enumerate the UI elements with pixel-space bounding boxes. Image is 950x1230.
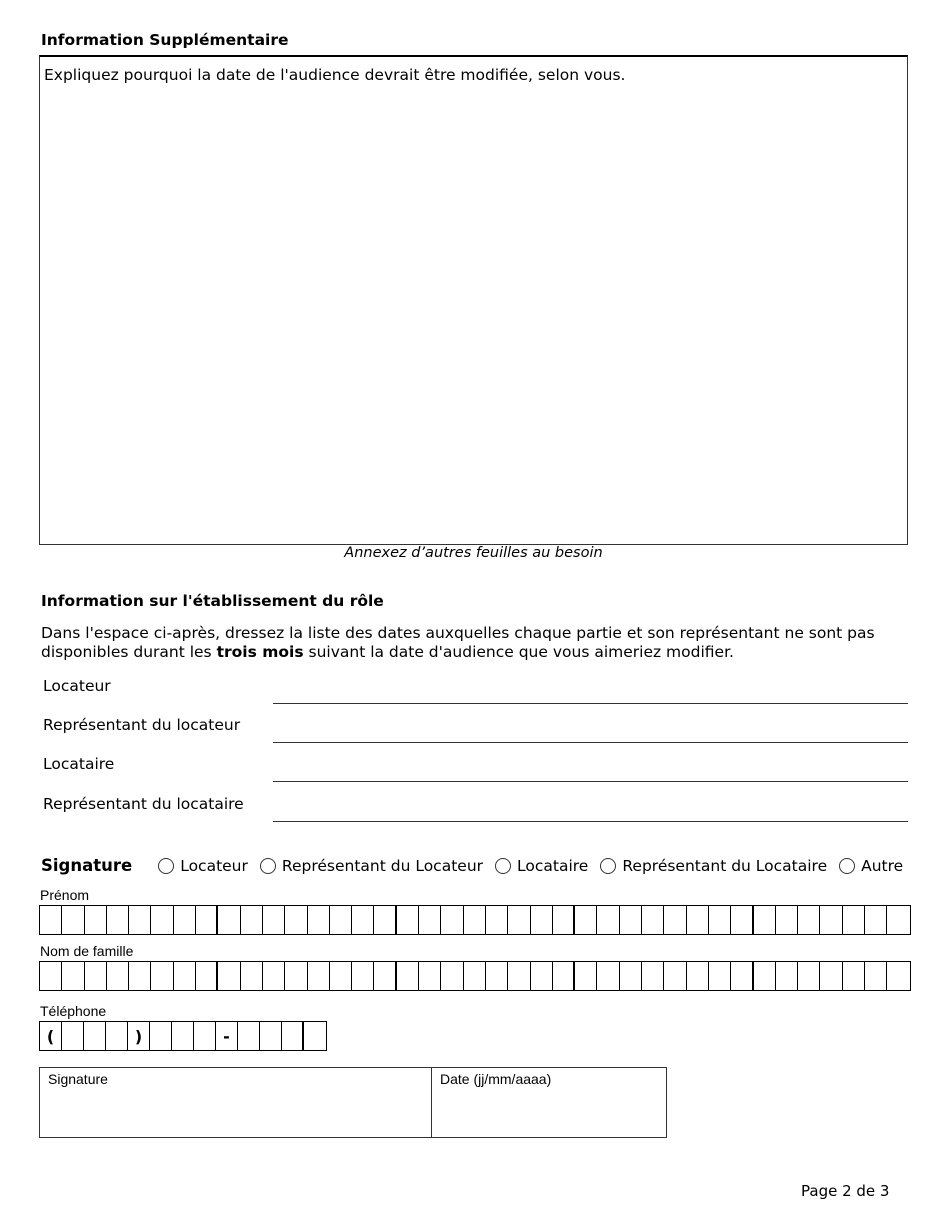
signature-box-label: Signature: [48, 1071, 108, 1087]
phone-digit[interactable]: [282, 1022, 304, 1050]
last-name-char-cell[interactable]: [531, 962, 553, 990]
radio-circle-icon[interactable]: [839, 858, 855, 874]
last-name-char-cell[interactable]: [196, 962, 218, 990]
radio-circle-icon[interactable]: [495, 858, 511, 874]
phone-digit[interactable]: [84, 1022, 106, 1050]
first-name-char-cell[interactable]: [597, 906, 619, 934]
last-name-char-cell[interactable]: [798, 962, 820, 990]
last-name-char-cell[interactable]: [174, 962, 196, 990]
first-name-char-cell[interactable]: [709, 906, 731, 934]
first-name-char-cell[interactable]: [85, 906, 107, 934]
first-name-char-cell[interactable]: [531, 906, 553, 934]
last-name-char-cell[interactable]: [419, 962, 441, 990]
last-name-char-cell[interactable]: [709, 962, 731, 990]
first-name-char-cell[interactable]: [374, 906, 396, 934]
first-name-char-cell[interactable]: [397, 906, 419, 934]
phone-digit[interactable]: [62, 1022, 84, 1050]
first-name-char-cell[interactable]: [129, 906, 151, 934]
radio-autre[interactable]: Autre: [839, 857, 903, 875]
phone-digit[interactable]: [238, 1022, 260, 1050]
first-name-char-cell[interactable]: [241, 906, 263, 934]
last-name-label: Nom de famille: [40, 943, 134, 959]
additional-info-title: Information Supplémentaire: [41, 31, 289, 49]
scheduling-intro: Dans l'espace ci-après, dressez la liste des dates auxquelles chaque partie et son représentant ne sont pas disponibles durant les trois mois suivant la date d'audience que vous aimeriez modifier.: [41, 624, 875, 661]
last-name-char-cell[interactable]: [508, 962, 530, 990]
last-name-char-cell[interactable]: [865, 962, 887, 990]
phone-digit[interactable]: [194, 1022, 216, 1050]
last-name-char-cell[interactable]: [352, 962, 374, 990]
last-name-char-cell[interactable]: [620, 962, 642, 990]
first-name-char-cell[interactable]: [798, 906, 820, 934]
scheduling-title: Information sur l'établissement du rôle: [41, 592, 384, 610]
party-input-representant-locataire[interactable]: [273, 821, 908, 822]
last-name-char-cell[interactable]: [40, 962, 62, 990]
party-label-locateur: Locateur: [43, 677, 111, 695]
first-name-char-cell[interactable]: [575, 906, 597, 934]
signature-date-table: [39, 1067, 667, 1138]
last-name-char-cell[interactable]: [754, 962, 776, 990]
phone-open-paren: (: [40, 1022, 62, 1050]
first-name-char-cell[interactable]: [263, 906, 285, 934]
last-name-char-cell[interactable]: [642, 962, 664, 990]
last-name-char-cell[interactable]: [308, 962, 330, 990]
first-name-char-cell[interactable]: [687, 906, 709, 934]
first-name-char-cell[interactable]: [218, 906, 240, 934]
first-name-char-cell[interactable]: [865, 906, 887, 934]
radio-representant-locateur[interactable]: Représentant du Locateur: [260, 857, 483, 875]
last-name-char-cell[interactable]: [597, 962, 619, 990]
first-name-char-cell[interactable]: [508, 906, 530, 934]
explanation-prompt: Expliquez pourquoi la date de l'audience devrait être modifiée, selon vous.: [44, 66, 626, 84]
first-name-char-cell[interactable]: [62, 906, 84, 934]
first-name-char-cell[interactable]: [731, 906, 753, 934]
last-name-char-cell[interactable]: [731, 962, 753, 990]
signature-title: Signature: [41, 856, 133, 875]
annex-note: Annexez d’autres feuilles au besoin: [344, 545, 603, 561]
first-name-char-cell[interactable]: [642, 906, 664, 934]
radio-circle-icon[interactable]: [260, 858, 276, 874]
first-name-char-cell[interactable]: [776, 906, 798, 934]
last-name-field[interactable]: [39, 961, 911, 991]
last-name-char-cell[interactable]: [441, 962, 463, 990]
party-input-locataire[interactable]: [273, 781, 908, 782]
first-name-char-cell[interactable]: [196, 906, 218, 934]
phone-digit[interactable]: [150, 1022, 172, 1050]
phone-close-paren: ): [128, 1022, 150, 1050]
last-name-char-cell[interactable]: [486, 962, 508, 990]
first-name-char-cell[interactable]: [887, 906, 909, 934]
party-input-locateur[interactable]: [273, 703, 908, 704]
last-name-char-cell[interactable]: [151, 962, 173, 990]
last-name-char-cell[interactable]: [241, 962, 263, 990]
radio-representant-locataire[interactable]: Représentant du Locataire: [600, 857, 827, 875]
last-name-char-cell[interactable]: [330, 962, 352, 990]
first-name-char-cell[interactable]: [486, 906, 508, 934]
first-name-char-cell[interactable]: [174, 906, 196, 934]
last-name-char-cell[interactable]: [575, 962, 597, 990]
first-name-char-cell[interactable]: [107, 906, 129, 934]
last-name-char-cell[interactable]: [820, 962, 842, 990]
party-input-representant-locateur[interactable]: [273, 742, 908, 743]
last-name-char-cell[interactable]: [553, 962, 575, 990]
last-name-char-cell[interactable]: [218, 962, 240, 990]
last-name-char-cell[interactable]: [374, 962, 396, 990]
first-name-char-cell[interactable]: [754, 906, 776, 934]
party-label-representant-locataire: Représentant du locataire: [43, 795, 244, 813]
phone-digit[interactable]: [260, 1022, 282, 1050]
first-name-char-cell[interactable]: [419, 906, 441, 934]
last-name-char-cell[interactable]: [62, 962, 84, 990]
last-name-char-cell[interactable]: [464, 962, 486, 990]
phone-digit[interactable]: [106, 1022, 128, 1050]
signature-box[interactable]: [40, 1068, 432, 1137]
radio-locateur[interactable]: Locateur: [158, 857, 248, 875]
first-name-char-cell[interactable]: [308, 906, 330, 934]
last-name-char-cell[interactable]: [397, 962, 419, 990]
page-number: Page 2 de 3: [801, 1182, 890, 1200]
first-name-char-cell[interactable]: [330, 906, 352, 934]
last-name-char-cell[interactable]: [776, 962, 798, 990]
last-name-char-cell[interactable]: [129, 962, 151, 990]
phone-field[interactable]: [39, 1021, 327, 1051]
first-name-char-cell[interactable]: [843, 906, 865, 934]
phone-digit[interactable]: [172, 1022, 194, 1050]
explanation-textarea[interactable]: [39, 55, 908, 545]
last-name-char-cell[interactable]: [687, 962, 709, 990]
first-name-char-cell[interactable]: [553, 906, 575, 934]
party-label-locataire: Locataire: [43, 755, 115, 773]
first-name-char-cell[interactable]: [151, 906, 173, 934]
signature-role-row: [41, 856, 903, 875]
first-name-char-cell[interactable]: [40, 906, 62, 934]
last-name-char-cell[interactable]: [664, 962, 686, 990]
date-box-label: Date (jj/mm/aaaa): [440, 1071, 552, 1087]
first-name-char-cell[interactable]: [352, 906, 374, 934]
phone-digit[interactable]: [304, 1022, 326, 1050]
radio-circle-icon[interactable]: [600, 858, 616, 874]
first-name-label: Prénom: [40, 887, 90, 903]
radio-circle-icon[interactable]: [158, 858, 174, 874]
phone-label: Téléphone: [40, 1003, 107, 1019]
party-label-representant-locateur: Représentant du locateur: [43, 716, 241, 734]
first-name-char-cell[interactable]: [285, 906, 307, 934]
first-name-char-cell[interactable]: [820, 906, 842, 934]
last-name-char-cell[interactable]: [887, 962, 909, 990]
last-name-char-cell[interactable]: [263, 962, 285, 990]
first-name-field[interactable]: [39, 905, 911, 935]
first-name-char-cell[interactable]: [620, 906, 642, 934]
last-name-char-cell[interactable]: [85, 962, 107, 990]
last-name-char-cell[interactable]: [843, 962, 865, 990]
radio-locataire[interactable]: Locataire: [495, 857, 588, 875]
last-name-char-cell[interactable]: [285, 962, 307, 990]
first-name-char-cell[interactable]: [464, 906, 486, 934]
first-name-char-cell[interactable]: [664, 906, 686, 934]
first-name-char-cell[interactable]: [441, 906, 463, 934]
date-box[interactable]: [432, 1068, 666, 1137]
phone-dash: -: [216, 1022, 238, 1050]
last-name-char-cell[interactable]: [107, 962, 129, 990]
